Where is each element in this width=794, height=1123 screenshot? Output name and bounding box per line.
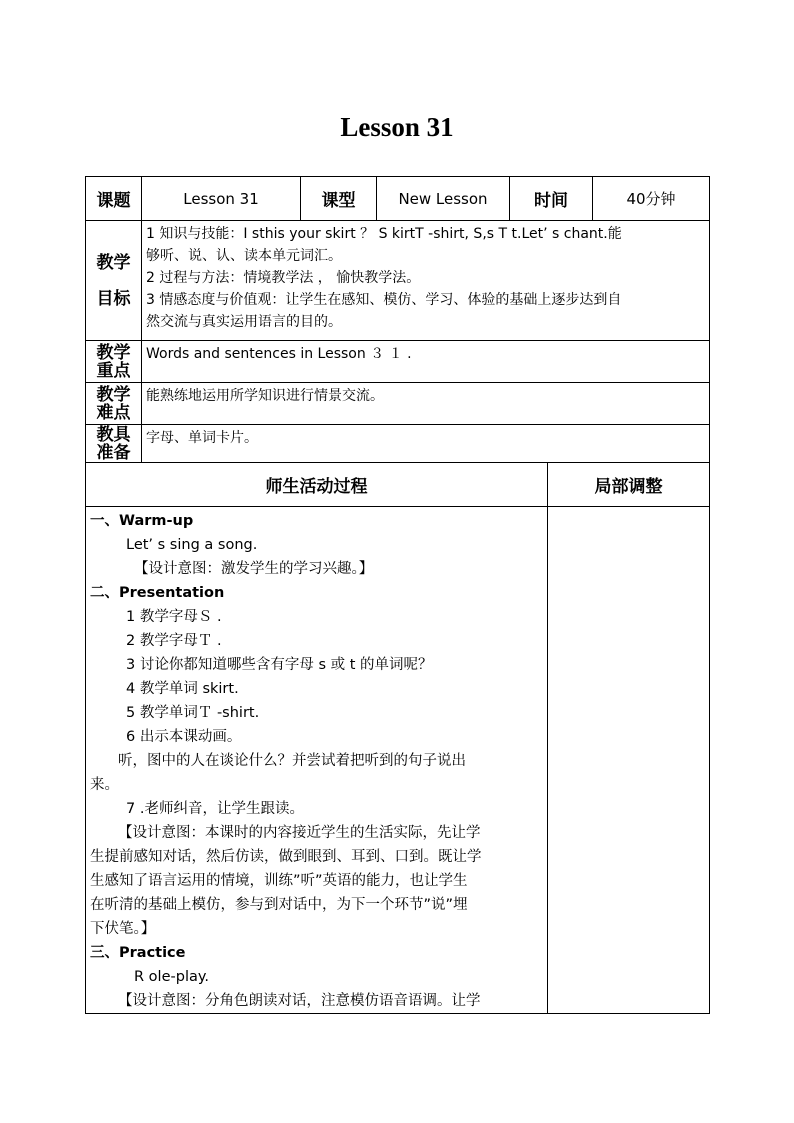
objectives-label-2: 目标 bbox=[96, 288, 131, 309]
materials-label-1: 教具 bbox=[96, 424, 131, 445]
difficulties-label-1: 教学 bbox=[96, 384, 131, 405]
process-line: 生感知了语言运用的情境，训练”听”英语的能力，也让学生 bbox=[90, 873, 468, 889]
process-line: 听，图中的人在谈论什么？并尝试着把听到的句子说出 bbox=[118, 753, 466, 769]
adjust-content bbox=[548, 507, 710, 1014]
process-content bbox=[86, 507, 548, 1014]
process-line: 6 出示本课动画。 bbox=[126, 729, 242, 745]
lesson-plan-table bbox=[85, 176, 710, 1014]
objective-line: 够听、说、认、读本单元词汇。 bbox=[146, 248, 342, 264]
process-line: 生提前感知对话，然后仿读，做到眼到、耳到、口到。既让学 bbox=[90, 849, 482, 865]
objectives-text bbox=[142, 221, 710, 341]
materials-row bbox=[86, 425, 710, 463]
process-line: 下伏笔。】 bbox=[90, 921, 156, 937]
page-title: Lesson 31 bbox=[340, 112, 454, 142]
type-label: 课型 bbox=[301, 177, 377, 221]
process-line: 2 教学字母Ｔ . bbox=[126, 633, 222, 649]
key-points-label-2: 重点 bbox=[96, 360, 131, 381]
objective-line: 1 知识与技能：I sthis your skirt ？ S kirtT -shirt, S,s T t.Let’ s chant.能 bbox=[146, 226, 622, 242]
section-heading: 一、Warm-up bbox=[90, 513, 194, 529]
objectives-row bbox=[86, 221, 710, 341]
materials-label bbox=[86, 425, 142, 463]
process-line: 【设计意图：激发学生的学习兴趣。】 bbox=[134, 561, 374, 577]
key-points-row bbox=[86, 341, 710, 383]
process-line: R ole-play. bbox=[134, 969, 209, 985]
process-line: 1 教学字母Ｓ . bbox=[126, 609, 222, 625]
difficulties-label bbox=[86, 383, 142, 425]
objective-line: 2 过程与方法：情境教学法 ， 愉快教学法。 bbox=[146, 270, 421, 286]
process-line: 【设计意图：分角色朗读对话，注意模仿语音语调。让学 bbox=[118, 993, 481, 1009]
process-header: 师生活动过程 bbox=[86, 463, 548, 507]
objective-line: 3 情感态度与价值观：让学生在感知、模仿、学习、体验的基础上逐步达到自 bbox=[146, 292, 622, 308]
difficulties-row bbox=[86, 383, 710, 425]
process-line: 【设计意图：本课时的内容接近学生的生活实际，先让学 bbox=[118, 825, 481, 841]
header-row bbox=[86, 177, 710, 221]
adjust-header: 局部调整 bbox=[548, 463, 710, 507]
topic-value: Lesson 31 bbox=[142, 177, 301, 221]
time-label: 时间 bbox=[510, 177, 593, 221]
type-value: New Lesson bbox=[377, 177, 510, 221]
key-points-label-1: 教学 bbox=[96, 342, 131, 363]
process-line: 7 .老师纠音，让学生跟读。 bbox=[126, 801, 304, 817]
key-points-text: Words and sentences in Lesson ３ １ . bbox=[142, 341, 710, 383]
key-points-label bbox=[86, 341, 142, 383]
topic-label: 课题 bbox=[86, 177, 142, 221]
materials-label-2: 准备 bbox=[96, 442, 131, 463]
process-line: Let’ s sing a song. bbox=[126, 537, 258, 553]
process-row bbox=[86, 507, 710, 1014]
process-line: 3 讨论你都知道哪些含有字母 s 或 t 的单词呢？ bbox=[126, 657, 433, 673]
materials-text: 字母、单词卡片。 bbox=[142, 425, 710, 463]
process-line: 在听清的基础上模仿，参与到对话中，为下一个环节”说”埋 bbox=[90, 897, 468, 913]
objectives-label bbox=[86, 221, 142, 341]
difficulties-text: 能熟练地运用所学知识进行情景交流。 bbox=[142, 383, 710, 425]
time-value: 40分钟 bbox=[593, 177, 710, 221]
process-line: 4 教学单词 skirt. bbox=[126, 681, 239, 697]
objective-line: 然交流与真实运用语言的目的。 bbox=[146, 314, 342, 330]
section-heading: 二、Presentation bbox=[90, 585, 225, 601]
difficulties-label-2: 难点 bbox=[96, 402, 131, 423]
process-line: 5 教学单词Ｔ -shirt. bbox=[126, 705, 260, 721]
objectives-label-1: 教学 bbox=[96, 252, 131, 273]
process-header-row bbox=[86, 463, 710, 507]
process-line: 来。 bbox=[90, 777, 119, 793]
section-heading: 三、Practice bbox=[90, 945, 186, 961]
